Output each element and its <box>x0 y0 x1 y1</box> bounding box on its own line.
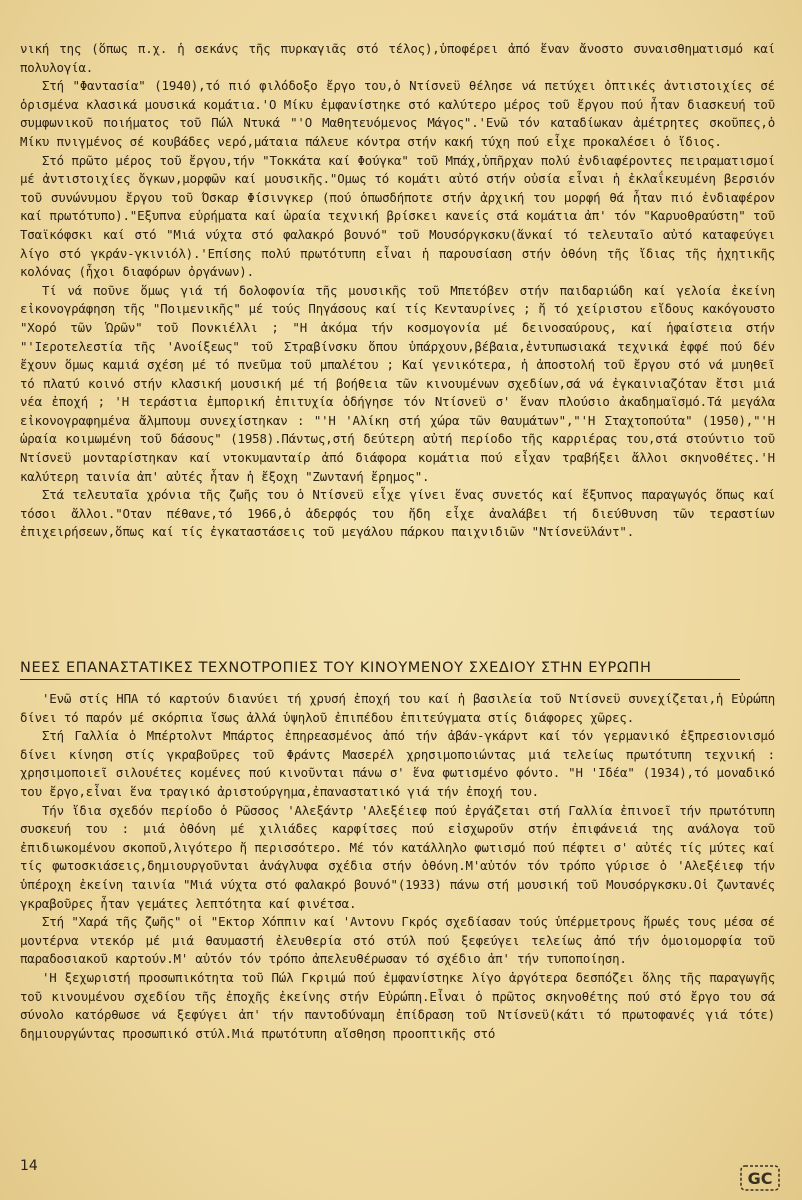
paragraph: Στά τελευταῖα χρόνια τῆς ζωῆς του ὁ Ντίσνεϋ εἶχε γίνει ἕνας συνετός καί ἔξυπνος παραγωγός ὅπως καί τόσοι ἄλλοι."Οταν πέθανε,τό 1966,ὁ ἀδερφός του ἤδη εἶχε ἀναλάβει τή διεύθυνση τῶν τεραστίων ἐπιχειρήσεων,ὅπως καί τίς ἐγκαταστάσεις τοῦ μεγάλου πάρκου παιχνιδιῶν "Ντίσνεϋλάντ". <box>20 487 775 540</box>
paragraph: Τήν ἴδια σχεδόν περίοδο ὁ Ρῶσσος 'Αλεξάντρ 'Αλεξέιεφ πού ἐργάζεται στή Γαλλία ἐπινοεῖ τήν πρωτότυπη συσκευή του : μιά ὀθόνη μέ χιλιάδες καρφίτσες πού εἰσχωροῦν στήν ἐπιφάνειά της ανάλογα τοῦ ἐπιδιωκομένου σκοποῦ,λιγότερο ἤ περισσότερο. Μέ τόν κατάλληλο φωτισμό πού πέφτει σ' αὐτές τίς μύτες καί τίς φωτοσκιάσεις,δημιουργοῦνται ἀνάγλυφα σχέδια στήν ὀθόνη.Μ'αὐτόν τόν τρόπο γύρισε ὁ 'Αλεξέιεφ τήν ὑπέροχη ἐκείνη ταινία "Μιά νύχτα στό φαλακρό βουνό"(1933) πάνω στή μουσική τοῦ Μουσόργκσκυ.Οἱ ζωντανές γκραβοῦρες ἦταν γεμάτες λεπτότητα καί φινέτσα. <box>20 802 775 911</box>
paragraph: Στή "Χαρά τῆς ζωῆς" οἱ "Εκτορ Χόππιν καί 'Αντονυ Γκρός σχεδίασαν τούς ὑπέρμετρους ἥρωές τους μέσα σέ μοντέρνα ντεκόρ μέ μιά θαυμαστή ἐλευθερία στό στύλ πού ξεφεύγει τελείως ἀπό τήν ὁμοιομορφία τοῦ παραδοσιακοῦ καρτούν.Μ' αὐτόν τόν τρόπο ἀπελευθέρωσαν τό σχέδιο ἀπ' τήν τυποποίηση. <box>20 914 775 967</box>
body-text-section-2 <box>20 690 775 1043</box>
paragraph: νική της (ὅπως π.χ. ἡ σεκάνς τῆς πυρκαγιᾶς στό τέλος),ὑποφέρει ἀπό ἕναν ἄνοστο συναισθηματισμό καί πολυλογία. <box>20 41 775 75</box>
paragraph: 'Ενῶ στίς ΗΠΑ τό καρτούν διανύει τή χρυσή ἐποχή του καί ἡ βασιλεία τοῦ Ντίσνεϋ συνεχίζεται,ἡ Εὐρώπη δίνει τό παρόν μέ σκόρπια ἴσως ἀλλά ὑψηλοῦ ἐπιπέδου ἐπιτεύγματα στίς διάφορες χῶρες. <box>20 691 775 725</box>
body-text-section-1 <box>20 40 775 542</box>
gc-logo-icon <box>740 1165 780 1191</box>
paragraph: Στή Γαλλία ὁ Μπέρτολντ Μπάρτος ἐπηρεασμένος ἀπό τήν ἀβάν-γκάρντ καί τόν γερμανικό ἐξπρεσιονισμό δίνει κίνηση στίς γκραβοῦρες τοῦ Φράντς Μασερέλ χρησιμοποιώντας μιά τελείως πρωτότυπη τεχνική : χρησιμοποιεῖ σιλουέτες κομένες πού κινοῦνται πάνω σ' ἕνα φωτισμένο φόντο. "Η 'Ιδέα" (1934),τό μοναδικό του ἔργο,εἶναι ἕνα τραγικό ἀριστούργημα,ἐπαναστατικό γιά τήν ἐποχή του. <box>20 728 775 799</box>
section-heading: ΝΕΕΣ ΕΠΑΝΑΣΤΑΤΙΚΕΣ ΤΕΧΝΟΤΡΟΠΙΕΣ ΤΟΥ ΚΙΝΟΥΜΕΝΟΥ ΣΧΕΔΙΟΥ ΣΤΗΝ ΕΥΡΩΠΗ <box>20 660 740 680</box>
paragraph: Στή "Φαντασία" (1940),τό πιό φιλόδοξο ἔργο του,ὁ Ντίσνεϋ θέλησε νά πετύχει ὀπτικές ἀντιστοιχίες σέ ὁρισμένα κλασικά μουσικά κομάτια.'Ο Μίκυ ἐμφανίστηκε στό καλύτερο μέρος τοῦ ἔργου πού ἦταν διασκευή τοῦ συμφωνικοῦ ποιήματος τοῦ Πώλ Ντυκά "'Ο Μαθητευόμενος Μάγος".'Ενῶ τόν καταδίωκαν ἀμέτρητες σκοῦπες,ὁ Μίκυ πνιγμένος σέ κουβάδες νερό,μάταια πάλευε κόντρα στήν κακή τύχη πού εἶχε προκαλέσει ὁ ἴδιος. <box>20 78 775 149</box>
logo-text: GC <box>747 1169 773 1188</box>
page-number: 14 <box>20 1158 38 1174</box>
paragraph: Στό πρῶτο μέρος τοῦ ἔργου,τήν "Τοκκάτα καί Φούγκα" τοῦ Μπάχ,ὑπῆρχαν πολύ ἐνδιαφέροντες πειραματισμοί μέ ἀντιστοιχίες ὄγκων,μορφῶν καί μουσικῆς."Ομως τό κομάτι αὐτό στήν οὐσία εἶναι ἡ ἐκλαΐκευμένη βερσιόν τοῦ συνώνυμου ἔργου τοῦ Όσκαρ Φίσινγκερ (πού ὁπωσδήποτε στήν ἀρχική του μορφή θά ἦταν πιό ἐνδιαφέρον καί πρωτότυπο)."Εξυπνα εὑρήματα καί ὡραία τεχνική βρίσκει κανείς στά κομάτια ἀπ' τόν "Καρυοθραύστη" τοῦ Τσαϊκόφσκι καί στό "Μιά νύχτα στό φαλακρό βουνό" τοῦ Μουσόργκσκυ(ἄνκαί τό τελευταῖο αὐτό καταφεύγει λίγο στό γκράν-γκινιόλ).'Επίσης πολύ πρωτότυπη εἶναι ἡ παρουσίαση στήν ὀθόνη τῆς ἴδιας τῆς ἠχητικῆς κολόνας (ἦχοι διαφόρων ὀργάνων). <box>20 152 775 280</box>
paragraph: Τί νά ποῦνε ὅμως γιά τή δολοφονία τῆς μουσικῆς τοῦ Μπετόβεν στήν παιδαριώδη καί γελοία ἐκείνη εἰκονογράφηση τῆς "Ποιμενικῆς" μέ τούς Πηγάσους καί τίς Κενταυρίνες ; ἤ τό χείριστου εἴδους κακόγουστο "Χορό τῶν Ὡρῶν" τοῦ Πονκιέλλι ; "Η ἀκόμα τήν κοσμογονία μέ δεινοσαύρους, καί ἡφαίστεια στήν "'Ιεροτελεστία τῆς 'Ανοίξεως" τοῦ Στραβίνσκυ ὅπου ὑπάρχουν,βέβαια,ἐντυπωσιακά τεχνικά ἐφφέ πού δέν ἔχουν ὅμως καμιά σχέση μέ τό πνεῦμα τοῦ μπαλέτου ; Καί γενικότερα, ἡ ἀποστολή τοῦ ἔργου στό νά μυηθεῖ τό πλατύ κοινό στήν κλασική μουσική μέ τή βοήθεια τῶν κινουμένων σχεδίων,σά νά ἐγκαινιαζόταν ἔτσι μιά νέα ἐποχή ; 'Η τεράστια ἐμπορική ἐπιτυχία ὁδήγησε τόν Ντίσνεϋ σ' ἕναν πλούσιο ἀκαδημαϊσμό.Τά μεγάλα εἰκονογραφημένα ἄλμπουμ συνεχίστηκαν : "'Η 'Αλίκη στή χώρα τῶν θαυμάτων","'Η Σταχτοπούτα" (1950),"'Η ὡραία κοιμωμένη τοῦ δάσους" (1958).Πάντως,στή δεύτερη αὐτή περίοδο τῆς καρριέρας του,στά στούντιο τοῦ Ντίσνεϋ μονταρίστηκαν καί ντοκυμανταίρ ἀπό διάφορα κομάτια πού εἶχαν τραβήξει ἄλλοι σκηνοθέτες.'Η καλύτερη ταινία ἀπ' αὐτές ἦταν ἡ ἔξοχη "Ζωντανή ἔρημος". <box>20 282 775 484</box>
paragraph: 'Η ξεχωριστή προσωπικότητα τοῦ Πώλ Γκριμώ πού ἐμφανίστηκε λίγο ἀργότερα δεσπόζει ὅλης τῆς παραγωγῆς τοῦ κινουμένου σχεδίου τῆς ἐποχῆς ἐκείνης στήν Εὐρώπη.Εἶναι ὁ πρῶτος σκηνοθέτης πού στό ἔργο του σά σύνολο κατόρθωσε νά ξεφύγει ἀπ' τήν παντοδύναμη ἐπίδραση τοῦ Ντίσνεϋ(κάτι τό πρωτοφανές γιά τότε) δημιουργώντας προσωπικό στύλ.Μιά πρωτότυπη αἴσθηση προοπτικῆς στό <box>20 969 775 1041</box>
